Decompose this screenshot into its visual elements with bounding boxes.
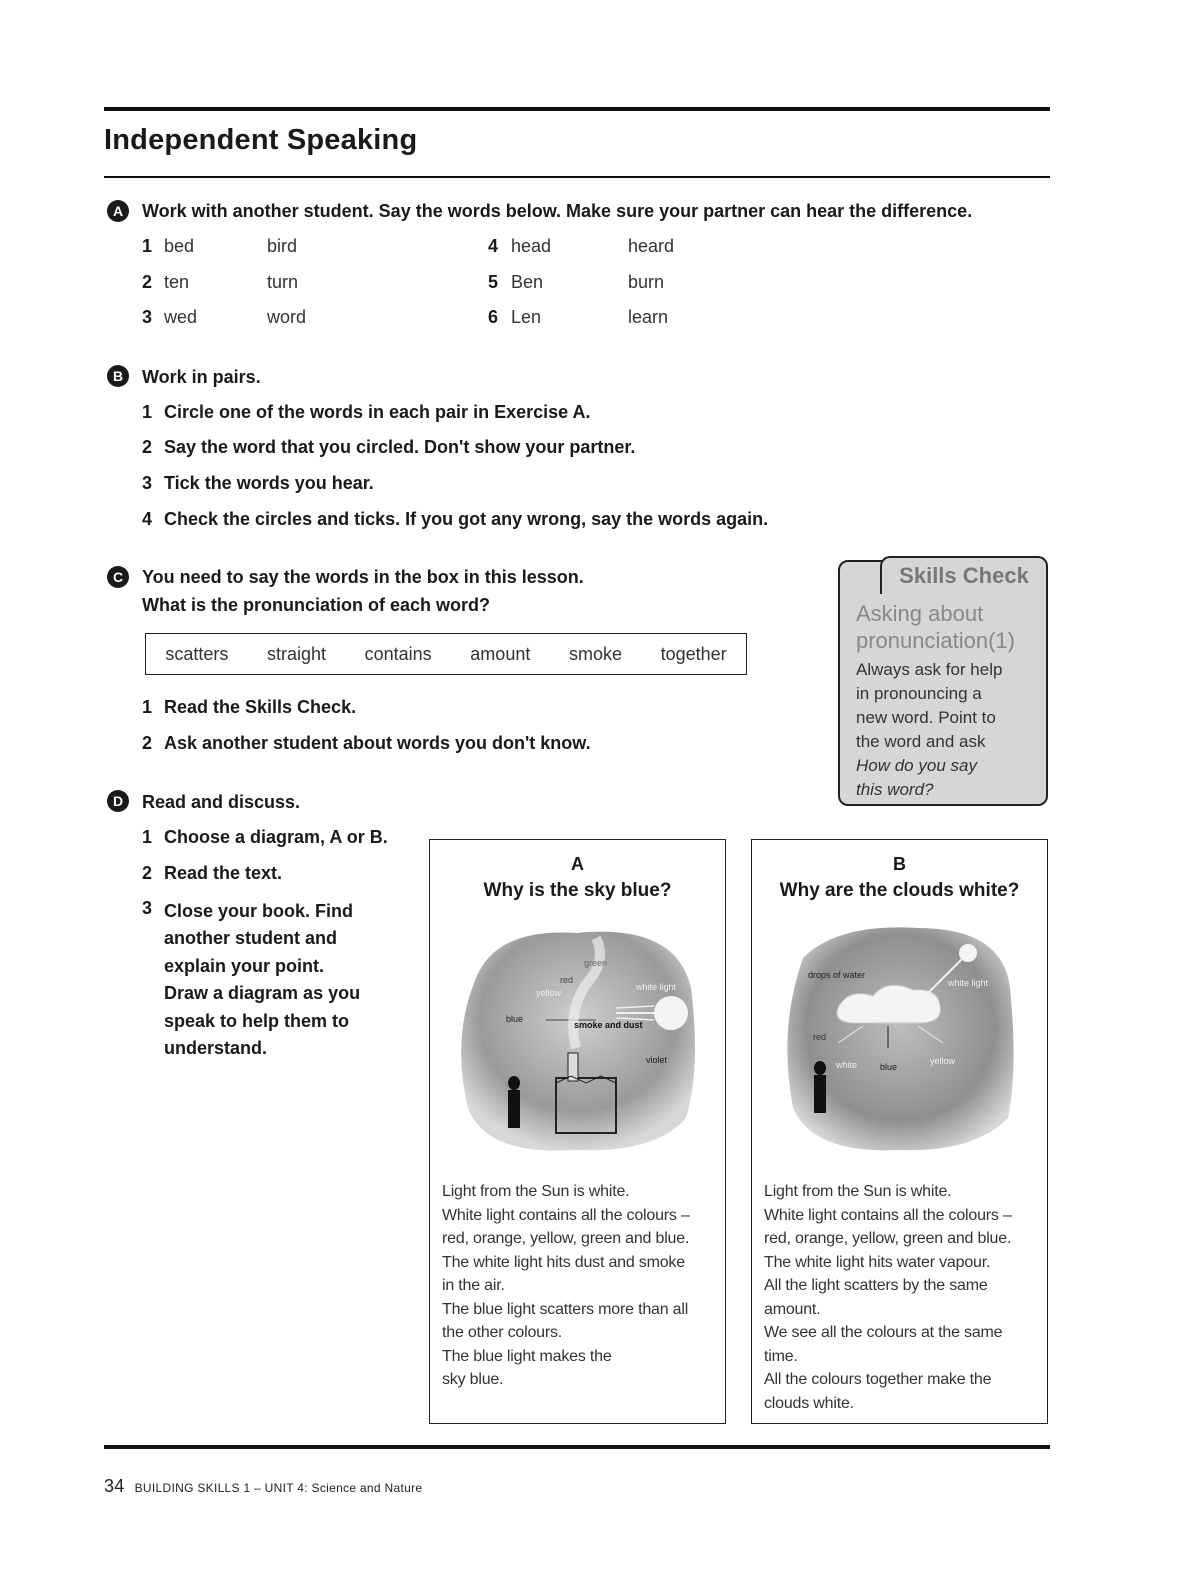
text-line: red, orange, yellow, green and blue. bbox=[764, 1230, 1012, 1247]
text-line: All the colours together make the bbox=[764, 1371, 992, 1388]
skills-check-subtitle: Asking about bbox=[856, 601, 984, 626]
text-line: clouds white. bbox=[764, 1394, 854, 1412]
box-word: smoke bbox=[568, 643, 622, 664]
list-number: 1 bbox=[142, 697, 153, 717]
text-line: White light contains all the colours – bbox=[442, 1206, 690, 1224]
exercise-a-instruction: Work with another student. Say the words below. Make sure your partner can hear the difference. bbox=[142, 201, 973, 221]
diagram-title: Why is the sky blue? bbox=[483, 880, 672, 901]
skills-line: How do you say bbox=[856, 756, 977, 775]
pair-word: bird bbox=[267, 236, 298, 256]
list-item: Read the text. bbox=[164, 863, 283, 883]
pair-word: heard bbox=[628, 236, 675, 256]
diagram-label: blue bbox=[880, 1062, 898, 1072]
list-number: 2 bbox=[142, 437, 153, 457]
skills-check-panel bbox=[838, 560, 1048, 806]
text-line: The white light hits water vapour. bbox=[764, 1253, 991, 1271]
text-line: in the air. bbox=[442, 1277, 505, 1294]
box-word: scatters bbox=[165, 643, 229, 664]
list-item-line: Close your book. Find bbox=[164, 901, 354, 921]
page-footer bbox=[104, 1476, 422, 1497]
pair-word: ten bbox=[164, 272, 190, 292]
pair-number: 3 bbox=[142, 307, 153, 327]
pair-word: wed bbox=[164, 307, 198, 327]
skills-line: Always ask for help bbox=[856, 660, 1003, 679]
exercise-c-instruction: You need to say the words in the box in this lesson. bbox=[142, 567, 584, 587]
diagram-text bbox=[764, 1180, 1036, 1415]
text-line: We see all the colours at the same bbox=[764, 1324, 1003, 1341]
pair-word: bed bbox=[164, 236, 195, 256]
exercise-b-instruction: Work in pairs. bbox=[142, 367, 261, 387]
box-word: together bbox=[660, 643, 727, 664]
list-item: Read the Skills Check. bbox=[164, 697, 357, 717]
pair-number: 1 bbox=[142, 236, 153, 256]
diagram-label: white light bbox=[636, 982, 677, 992]
diagram-label: drops of water bbox=[808, 970, 866, 980]
skills-line: new word. Point to bbox=[856, 708, 996, 727]
pair-word: word bbox=[267, 307, 307, 327]
pair-word: learn bbox=[628, 307, 669, 327]
list-number: 2 bbox=[142, 863, 153, 883]
text-line: time. bbox=[764, 1347, 798, 1365]
exercise-c-instruction: What is the pronunciation of each word? bbox=[142, 595, 491, 615]
diagram-b-box bbox=[751, 839, 1048, 1424]
diagram-label: smoke and dust bbox=[574, 1020, 643, 1030]
text-line: The white light hits dust and smoke bbox=[442, 1253, 685, 1271]
list-item: Circle one of the words in each pair in Exercise A. bbox=[164, 402, 591, 422]
text-line: Light from the Sun is white. bbox=[764, 1183, 952, 1200]
diagram-label: yellow bbox=[536, 988, 562, 998]
pair-number: 4 bbox=[488, 236, 499, 256]
pair-word: turn bbox=[267, 272, 299, 292]
text-line: sky blue. bbox=[442, 1371, 504, 1388]
text-line: amount. bbox=[764, 1300, 821, 1318]
diagram-label: red bbox=[813, 1032, 827, 1042]
text-line: The blue light makes the bbox=[442, 1347, 612, 1365]
text-line: White light contains all the colours – bbox=[764, 1206, 1012, 1224]
page-title: Independent Speaking bbox=[104, 124, 418, 156]
list-item-line: another student and bbox=[164, 928, 338, 949]
footer-text: BUILDING SKILLS 1 – UNIT 4: Science and Nature bbox=[134, 1481, 423, 1495]
cloud-illustration bbox=[778, 918, 1023, 1158]
pair-word: head bbox=[511, 236, 552, 256]
skills-line: the word and ask bbox=[856, 732, 986, 751]
diagram-letter: A bbox=[571, 854, 584, 874]
list-number: 1 bbox=[142, 402, 153, 422]
diagram-label: white bbox=[836, 1060, 858, 1070]
pair-number: 2 bbox=[142, 272, 153, 292]
list-number: 2 bbox=[142, 733, 153, 753]
box-word: amount bbox=[470, 643, 531, 664]
diagram-label: violet bbox=[646, 1055, 668, 1065]
list-item: Check the circles and ticks. If you got any wrong, say the words again. bbox=[164, 509, 769, 529]
list-number: 3 bbox=[142, 898, 153, 918]
box-word: contains bbox=[364, 643, 432, 664]
text-line: Light from the Sun is white. bbox=[442, 1183, 630, 1200]
diagram-letter: B bbox=[893, 854, 906, 874]
text-line: the other colours. bbox=[442, 1324, 563, 1341]
skills-line: this word? bbox=[856, 780, 934, 799]
exercise-d-badge: D bbox=[107, 790, 129, 812]
title-rule bbox=[104, 176, 1050, 178]
list-item: Tick the words you hear. bbox=[164, 473, 374, 493]
diagram-label: blue bbox=[506, 1014, 524, 1024]
exercise-d-instruction: Read and discuss. bbox=[142, 792, 301, 812]
list-item: Choose a diagram, A or B. bbox=[164, 827, 388, 847]
list-item-line: Draw a diagram as you bbox=[164, 983, 361, 1004]
skills-check-tab: Skills Check bbox=[880, 556, 1048, 594]
pair-word: burn bbox=[628, 272, 665, 292]
exercise-b-badge: B bbox=[107, 365, 129, 387]
pair-word: Len bbox=[511, 307, 542, 327]
list-number: 3 bbox=[142, 473, 153, 493]
skills-check-subtitle: pronunciation(1) bbox=[856, 628, 1015, 653]
list-item-line: speak to help them to bbox=[164, 1010, 350, 1031]
list-number: 1 bbox=[142, 827, 153, 847]
list-item-line: explain your point. bbox=[164, 955, 325, 976]
list-item-line: understand. bbox=[164, 1038, 268, 1059]
diagram-label: red bbox=[560, 975, 574, 985]
exercise-a-badge: A bbox=[107, 200, 129, 222]
list-number: 4 bbox=[142, 509, 153, 529]
list-item: Ask another student about words you don't know. bbox=[164, 733, 591, 753]
pair-word: Ben bbox=[511, 272, 544, 292]
diagram-label: yellow bbox=[930, 1056, 956, 1066]
skills-check-body bbox=[856, 658, 1034, 802]
diagram-label: white light bbox=[948, 978, 989, 988]
pair-number: 6 bbox=[488, 307, 499, 327]
diagram-label: green bbox=[584, 958, 608, 968]
text-line: red, orange, yellow, green and blue. bbox=[442, 1230, 690, 1247]
diagram-a-box bbox=[429, 839, 726, 1424]
skills-line: in pronouncing a bbox=[856, 684, 982, 703]
sky-illustration bbox=[456, 918, 701, 1158]
top-rule bbox=[104, 107, 1050, 111]
list-item: Say the word that you circled. Don't show your partner. bbox=[164, 437, 636, 457]
page-number: 34 bbox=[104, 1476, 125, 1496]
exercise-c-badge: C bbox=[107, 566, 129, 588]
bottom-rule bbox=[104, 1445, 1050, 1449]
diagram-title: Why are the clouds white? bbox=[779, 880, 1020, 901]
word-box bbox=[145, 633, 747, 675]
list-item-multiline bbox=[164, 898, 360, 1062]
box-word: straight bbox=[266, 643, 326, 664]
pair-number: 5 bbox=[488, 272, 499, 292]
text-line: The blue light scatters more than all bbox=[442, 1300, 689, 1318]
diagram-text bbox=[442, 1180, 714, 1392]
text-line: All the light scatters by the same bbox=[764, 1277, 988, 1294]
